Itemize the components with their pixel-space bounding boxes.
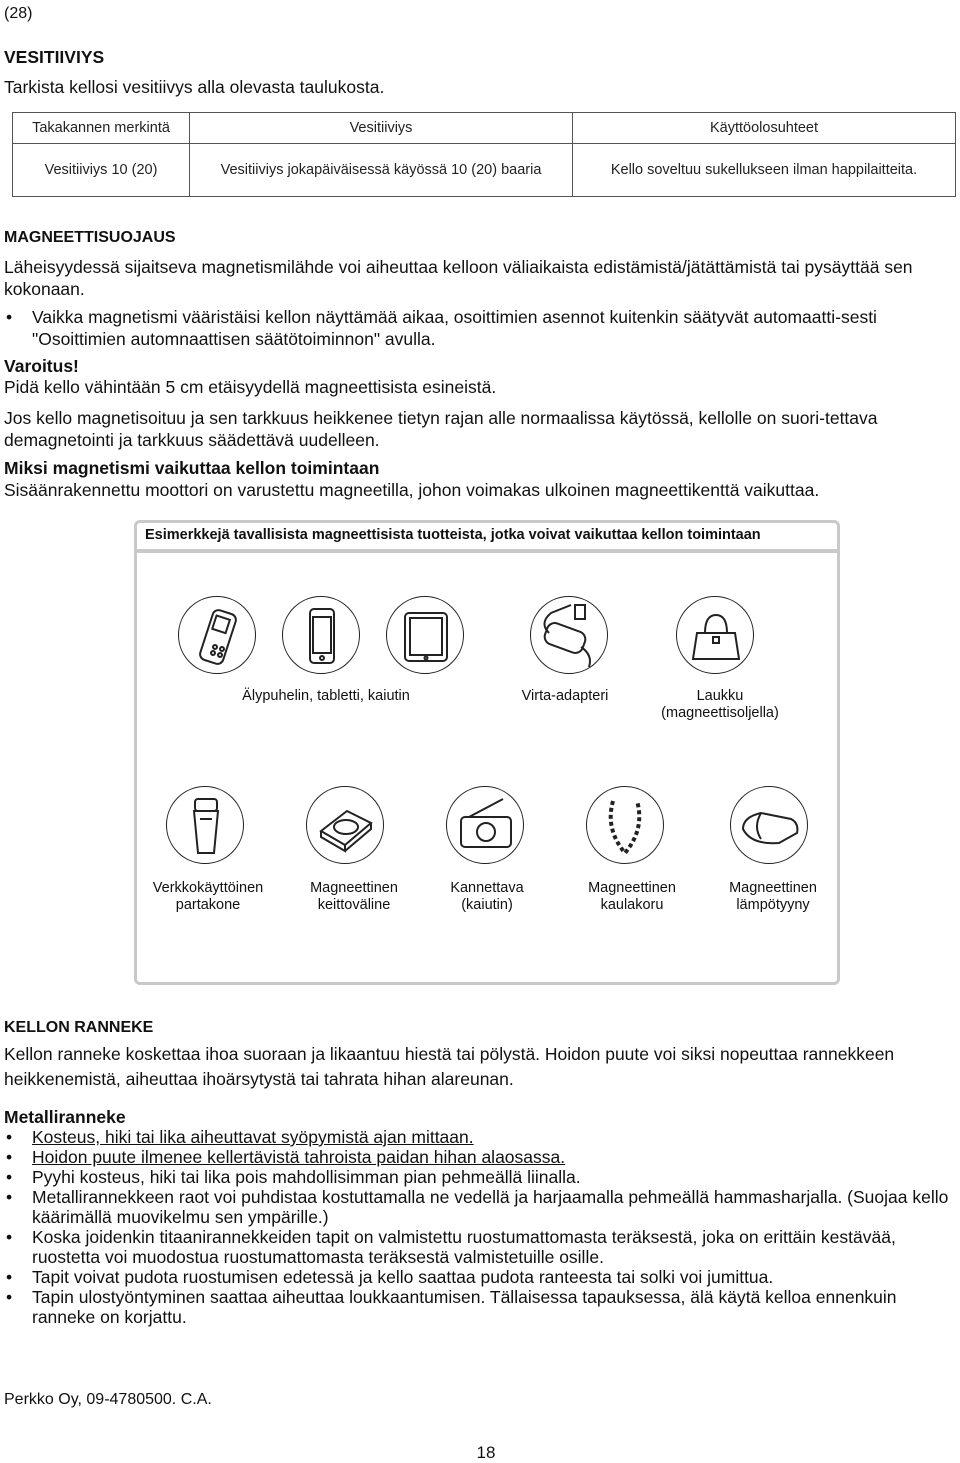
list-item-text: Tapin ulostyöntyminen saattaa aiheuttaa loukkaantumisen. Tällaisessa tapauksessa, älä käytä kelloa ennenkuin ranneke on korjattu. — [32, 1287, 897, 1327]
list-item-text: Pyyhi kosteus, hiki tai lika pois mahdollisimman pian pehmeällä liinalla. — [32, 1167, 581, 1187]
bag-label-line1: Laukku — [696, 688, 744, 704]
magnet-bullet — [4, 306, 954, 350]
table-cell: Vesitiiviys jokapäiväisessä käyössä 10 (20) baaria — [190, 144, 573, 197]
shaver-icon — [166, 786, 244, 864]
induction-cooker-icon — [306, 786, 384, 864]
water-resistance-intro: Tarkista kellosi vesitiivys alla olevasta taulukosta. — [4, 77, 385, 97]
table-header: Vesitiiviys — [190, 113, 573, 144]
bag-label-line2: (magneettisoljella) — [661, 705, 779, 721]
why-title: Miksi magnetismi vaikuttaa kellon toimintaan — [4, 458, 380, 478]
radio-label-line1: Kannettava — [450, 880, 524, 896]
strap-paragraph: Kellon ranneke koskettaa ihoa suoraan ja likaantuu hiestä tai pölystä. Hoidon puute voi siksi nopeuttaa rannekkeen heikkenemistä, aiheuttaa ihoärsytystä tai tahrata hihan alareunan. — [4, 1044, 895, 1089]
page-reference: (28) — [4, 5, 33, 22]
list-item — [4, 1267, 959, 1287]
magnetic-products-title: Esimerkkejä tavallisista magneettisista tuotteista, jotka voivat vaikuttaa kellon toimintaan — [145, 527, 761, 543]
list-item-text: Koska joidenkin titaanirannekkeiden tapit on valmistettu ruostumattomasta teräksestä, joka on erittäin kestävää, ruostetta voi muodostua ruostumattomasta teräksestä valmistetuille osille. — [32, 1227, 896, 1267]
necklace-label-line2: kaulakoru — [600, 897, 664, 913]
pillow-label-line1: Magneettinen — [729, 880, 817, 896]
tablet-icon — [386, 596, 464, 674]
list-item-text: Metallirannekkeen raot voi puhdistaa kostuttamalla ne vedellä ja harjaamalla pehmeällä hammasharjalla. (Suojaa kello käärimällä muovikelmu sen ympärille.) — [32, 1187, 949, 1227]
portable-radio-icon — [446, 786, 524, 864]
shaver-label-line2: partakone — [175, 897, 241, 913]
flip-phone-icon — [178, 596, 256, 674]
demagnetize-paragraph: Jos kello magnetisoituu ja sen tarkkuus heikkenee tietyn rajan alle normaalissa käytössä, kellolle on suori-tettava demagnetointi ja tarkkuus säädettävä uudelleen. — [4, 408, 878, 450]
list-item — [4, 1147, 959, 1167]
water-resistance-title: VESITIIVIYS — [4, 47, 105, 67]
radio-label-line2: (kaiutin) — [461, 897, 513, 913]
adapter-label: Virta-adapteri — [521, 688, 609, 704]
metal-strap-title: Metalliranneke — [4, 1107, 126, 1127]
phones-label: Älypuhelin, tabletti, kaiutin — [242, 688, 410, 704]
table-header: Takakannen merkintä — [13, 113, 190, 144]
list-item — [4, 1287, 959, 1327]
list-item-text: Tapit voivat pudota ruostumisen edetessä ja kello saattaa pudota ranteesta tai solki voi jumittua. — [32, 1267, 774, 1287]
list-item — [4, 1127, 959, 1147]
necklace-label-line1: Magneettinen — [588, 880, 676, 896]
warning-text: Pidä kello vähintään 5 cm etäisyydellä magneettisista esineistä. — [4, 377, 497, 397]
heat-pad-icon — [730, 786, 808, 864]
magnetic-products-header — [137, 523, 837, 553]
strap-title: KELLON RANNEKE — [4, 1019, 154, 1036]
magnet-bullet-text: Vaikka magnetismi vääristäisi kellon näyttämää aikaa, osoittimien asennot kuitenkin säätyvät automaatti-sesti "Osoittimien automnaattisen säätötoiminnon" avulla. — [32, 307, 877, 349]
page-number: 18 — [476, 1443, 496, 1462]
smartphone-icon — [282, 596, 360, 674]
why-text: Sisäänrakennettu moottori on varustettu magneetilla, johon voimakas ulkoinen magneettikenttä vaikuttaa. — [4, 480, 820, 500]
magnet-title: MAGNEETTISUOJAUS — [4, 229, 176, 246]
handbag-icon — [676, 596, 754, 674]
table-header: Käyttöolosuhteet — [573, 113, 956, 144]
list-item — [4, 1167, 959, 1187]
cooker-label-line1: Magneettinen — [310, 880, 398, 896]
footer-contact: Perkko Oy, 09-4780500. C.A. — [4, 1391, 212, 1408]
bullet-icon: • — [6, 307, 13, 327]
list-item — [4, 1187, 959, 1227]
power-adapter-icon — [530, 596, 608, 674]
cooker-label-line2: keittoväline — [317, 897, 391, 913]
magnetic-products-box — [134, 520, 840, 985]
list-item-text: Hoidon puute ilmenee kellertävistä tahroista paidan hihan alaosassa. — [32, 1147, 566, 1167]
pillow-label-line2: lämpötyyny — [736, 897, 810, 913]
shaver-label-line1: Verkkokäyttöinen — [152, 880, 264, 896]
water-resistance-table — [12, 112, 956, 197]
magnet-paragraph: Läheisyydessä sijaitseva magnetismilähde voi aiheuttaa kelloon väliaikaista edistämistä/jätättämistä tai pysäyttää sen kokonaan. — [4, 257, 913, 299]
metal-strap-list — [4, 1127, 959, 1327]
list-item-text: Kosteus, hiki tai lika aiheuttavat syöpymistä ajan mittaan. — [32, 1127, 474, 1147]
list-item — [4, 1227, 959, 1267]
necklace-icon — [586, 786, 664, 864]
warning-label: Varoitus! — [4, 356, 79, 376]
table-cell: Vesitiiviys 10 (20) — [13, 144, 190, 197]
table-cell: Kello soveltuu sukellukseen ilman happilaitteita. — [573, 144, 956, 197]
